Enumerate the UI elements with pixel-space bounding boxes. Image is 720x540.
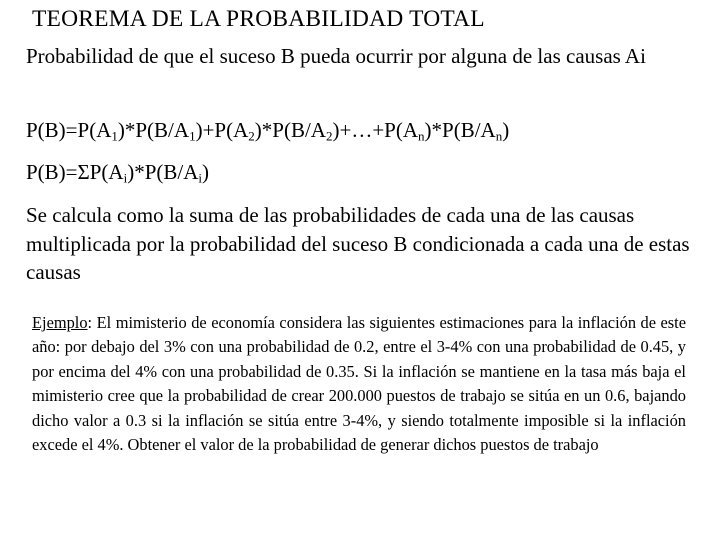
example-paragraph: Ejemplo: El mimisterio de economía considera las siguientes estimaciones para la inflación de este año: por debajo del 3% con una probabilidad de 0.2, entre el 3-4% con una probabilidad de 0.45, y por encima del 4% con una probabilidad de 0.35. Si la inflación se mantiene en la tasa más baja el mimisterio cree que la probabilidad de crear 200.000 puestos de trabajo se sitúa en un 0.6, bajando dicho valor a 0.3 si la inflación se sitúa entre 3-4%, y siendo totalmente imposible si la inflación excede el 4%. Obtener el valor de la probabilidad de generar dichos puestos de trabajo <box>32 313 686 455</box>
summation-formula: $P(B)=\Sigma P(A_i)*P(B/A_i)$ <box>26 160 210 186</box>
slide-title: TEOREMA DE LA PROBABILIDAD TOTAL <box>32 6 485 32</box>
example-label: Ejemplo <box>32 313 88 332</box>
intro-text: Probabilidad de que el suceso B pueda ocurrir por alguna de las causas Ai <box>26 44 646 68</box>
explanation-text: Se calcula como la suma de las probabilidades de cada una de las causas multiplicada por la probabilidad del suceso B condicionada a cada una de estas causas <box>26 203 690 284</box>
total-probability-formula: $P(B)=P(A_1)*P(B/A_1)+P(A_2)*P(B/A_2)+\dots+P(A_n)*P(B/A_n)$ <box>26 118 510 144</box>
example-text: El mimisterio de economía considera las siguientes estimaciones para la inflación de este año: por debajo del 3% con una probabilidad de 0.2, entre el 3-4% con una probabilidad de 0.45, y por encima del 4% con una probabilidad de 0.35. Si la inflación se mantiene en la tasa más baja el mimisterio cree que la probabilidad de crear 200.000 puestos de trabajo se sitúa en un 0.6, bajando dicho valor a 0.3 si la inflación se sitúa entre 3-4%, y siendo totalmente imposible si la inflación excede el 4%. Obtener el valor de la probabilidad de generar dichos puestos de trabajo <box>32 313 686 455</box>
